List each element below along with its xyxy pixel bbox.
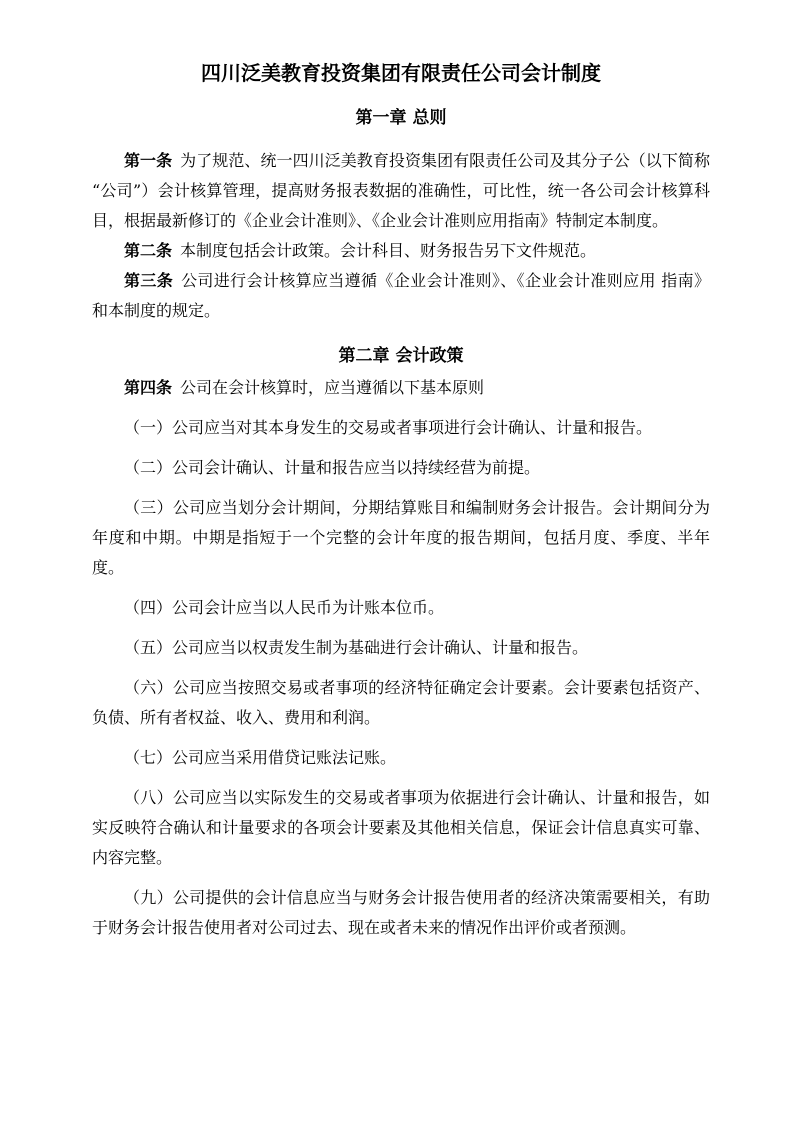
document-title: 四川泛美教育投资集团有限责任公司会计制度 xyxy=(201,61,601,85)
list-item-4: （四）公司会计应当以人民币为计账本位币。 xyxy=(124,598,445,617)
chapter-2-heading: 第二章 会计政策 xyxy=(338,346,464,366)
article-2-label: 第二条 xyxy=(124,241,173,260)
article-3-text: 公司进行会计核算应当遵循《企业会计准则》、《企业会计准则应用 指南》和本制度的规定。 xyxy=(92,271,710,320)
list-item-8: （八）公司应当以实际发生的交易或者事项为依据进行会计确认、计量和报告，如实反映符合确认和计量要求的各项会计要素及其他相关信息，保证会计信息真实可靠、内容完整。 xyxy=(92,788,710,867)
chapter-1-heading: 第一章 总则 xyxy=(355,108,447,128)
article-2-text: 本制度包括会计政策。会计科目、财务报告另下文件规范。 xyxy=(180,241,597,260)
article-4-label: 第四条 xyxy=(124,378,173,397)
list-item-1: （一）公司应当对其本身发生的交易或者事项进行会计确认、计量和报告。 xyxy=(124,418,653,437)
list-item-9: （九）公司提供的会计信息应当与财务会计报告使用者的经济决策需要相关，有助于财务会计报告使用者对公司过去、现在或者未来的情况作出评价或者预测。 xyxy=(92,888,710,937)
article-1-label: 第一条 xyxy=(124,151,173,170)
article-1-text: 为了规范、统一四川泛美教育投资集团有限责任公司及其分子公（以下简称“公司”）会计核算管理，提高财务报表数据的准确性，可比性，统一各公司会计核算科目，根据最新修订的《企业会计准则》、《企业会计准则应用指南》特制定本制度。 xyxy=(92,151,710,230)
list-item-3: （三）公司应当划分会计期间，分期结算账目和编制财务会计报告。会计期间分为年度和中期。中期是指短于一个完整的会计年度的报告期间，包括月度、季度、半年度。 xyxy=(92,498,710,577)
article-3 xyxy=(92,266,710,326)
article-2 xyxy=(92,236,710,266)
list-item-7: （七）公司应当采用借贷记账法记账。 xyxy=(124,748,397,767)
list-item-2: （二）公司会计确认、计量和报告应当以持续经营为前提。 xyxy=(124,458,541,477)
list-item-6: （六）公司应当按照交易或者事项的经济特征确定会计要素。会计要素包括资产、负债、所有者权益、收入、费用和利润。 xyxy=(92,678,710,727)
article-1 xyxy=(92,146,710,236)
list-item-5: （五）公司应当以权责发生制为基础进行会计确认、计量和报告。 xyxy=(124,638,589,657)
article-4 xyxy=(92,373,710,403)
article-3-label: 第三条 xyxy=(124,271,174,290)
article-4-text: 公司在会计核算时，应当遵循以下基本原则 xyxy=(180,378,485,397)
